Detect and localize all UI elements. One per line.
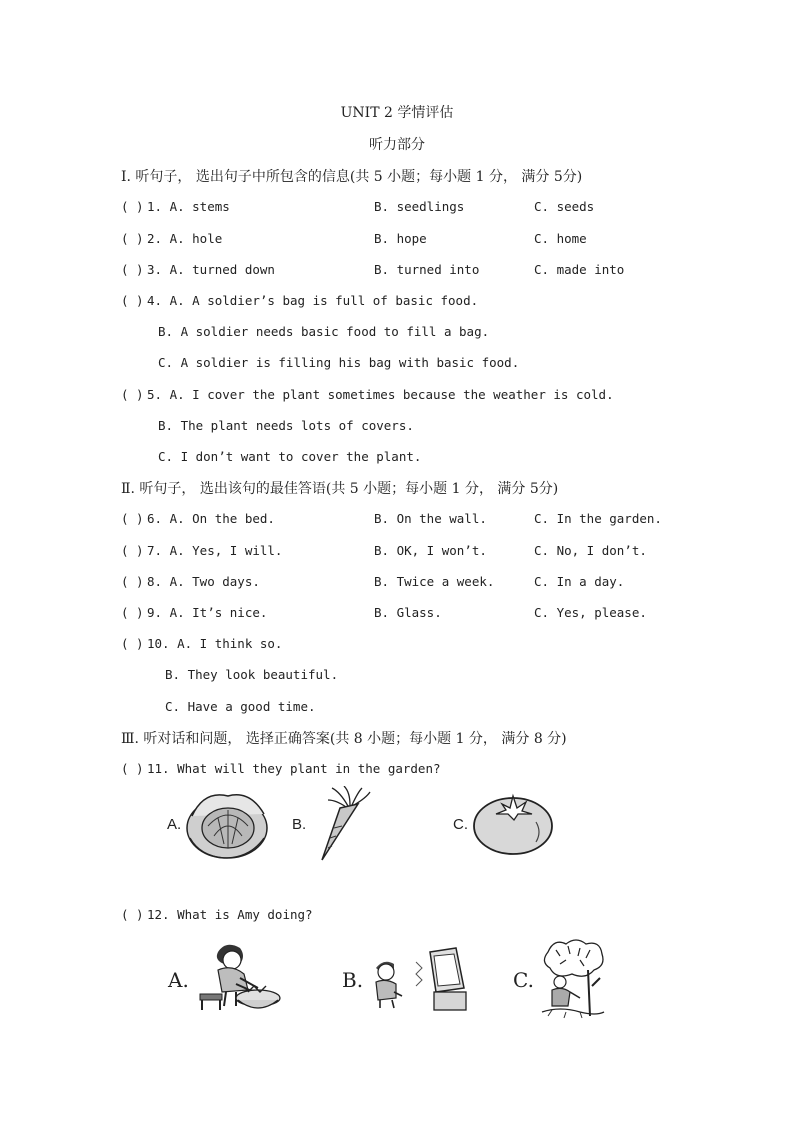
answer-blank[interactable]: ( ) [121, 293, 144, 308]
answer-blank[interactable]: ( ) [121, 761, 144, 776]
q2-option-a: 2. A. hole [147, 231, 223, 246]
q1-option-c: C. seeds [534, 199, 595, 214]
q4-option-a: 4. A. A soldier’s bag is full of basic food. [147, 293, 479, 308]
q5-option-c: C. I don’t want to cover the plant. [158, 449, 422, 464]
q7-option-c: C. No, I don’t. [534, 543, 647, 558]
answer-blank[interactable]: ( ) [121, 511, 144, 526]
q10-option-c: C. Have a good time. [165, 699, 316, 714]
page-subtitle: 听力部分 [369, 137, 425, 153]
answer-blank[interactable]: ( ) [121, 605, 144, 620]
q8-option-a: 8. A. Two days. [147, 574, 260, 589]
section-2-heading: Ⅱ. 听句子， 选出该句的最佳答语(共 5 小题；每小题 1 分， 满分 5分) [121, 481, 559, 497]
q3-option-b: B. turned into [374, 262, 480, 277]
q7-option-a: 7. A. Yes, I will. [147, 543, 283, 558]
answer-blank[interactable]: ( ) [121, 907, 144, 922]
cabbage-picture[interactable] [184, 786, 270, 862]
q2-option-c: C. home [534, 231, 587, 246]
answer-blank[interactable]: ( ) [121, 231, 144, 246]
q7-option-b: B. OK, I won’t. [374, 543, 487, 558]
q9-option-b: B. Glass. [374, 605, 442, 620]
girl-washing-picture[interactable] [196, 940, 282, 1016]
q10-option-a: 10. A. I think so. [147, 636, 283, 651]
q3-option-c: C. made into [534, 262, 625, 277]
q11-stem: 11. What will they plant in the garden? [147, 761, 441, 776]
q6-option-c: C. In the garden. [534, 511, 662, 526]
q6-option-a: 6. A. On the bed. [147, 511, 275, 526]
q4-option-c: C. A soldier is filling his bag with basic food. [158, 355, 520, 370]
q9-option-a: 9. A. It’s nice. [147, 605, 268, 620]
q3-option-a: 3. A. turned down [147, 262, 275, 277]
section-3-heading: Ⅲ. 听对话和问题， 选择正确答案(共 8 小题；每小题 1 分， 满分 8 分) [121, 731, 567, 747]
answer-blank[interactable]: ( ) [121, 543, 144, 558]
q12-label-c: C. [513, 968, 534, 992]
q8-option-b: B. Twice a week. [374, 574, 495, 589]
q11-label-c: C. [453, 816, 468, 833]
q6-option-b: B. On the wall. [374, 511, 487, 526]
q1-option-b: B. seedlings [374, 199, 465, 214]
q12-stem: 12. What is Amy doing? [147, 907, 313, 922]
section-1-heading: Ⅰ. 听句子， 选出句子中所包含的信息(共 5 小题；每小题 1 分， 满分 5分) [121, 169, 583, 185]
q5-option-a: 5. A. I cover the plant sometimes because the weather is cold. [147, 387, 614, 402]
q10-option-b: B. They look beautiful. [165, 667, 339, 682]
gardening-picture[interactable] [540, 936, 606, 1022]
q9-option-c: C. Yes, please. [534, 605, 647, 620]
answer-blank[interactable]: ( ) [121, 387, 144, 402]
answer-blank[interactable]: ( ) [121, 574, 144, 589]
tomato-picture[interactable] [472, 792, 554, 856]
q2-option-b: B. hope [374, 231, 427, 246]
q11-label-b: B. [292, 816, 307, 833]
page-title: UNIT 2 学情评估 [340, 105, 454, 121]
answer-blank[interactable]: ( ) [121, 636, 144, 651]
boy-watching-tv-picture[interactable] [370, 946, 470, 1012]
answer-blank[interactable]: ( ) [121, 262, 144, 277]
carrot-picture[interactable] [310, 786, 372, 864]
q12-label-b: B. [342, 968, 364, 992]
answer-blank[interactable]: ( ) [121, 199, 144, 214]
q11-label-a: A. [167, 816, 182, 833]
q8-option-c: C. In a day. [534, 574, 625, 589]
q1-option-a: 1. A. stems [147, 199, 230, 214]
q4-option-b: B. A soldier needs basic food to fill a bag. [158, 324, 490, 339]
q5-option-b: B. The plant needs lots of covers. [158, 418, 414, 433]
q12-label-a: A. [168, 968, 189, 992]
